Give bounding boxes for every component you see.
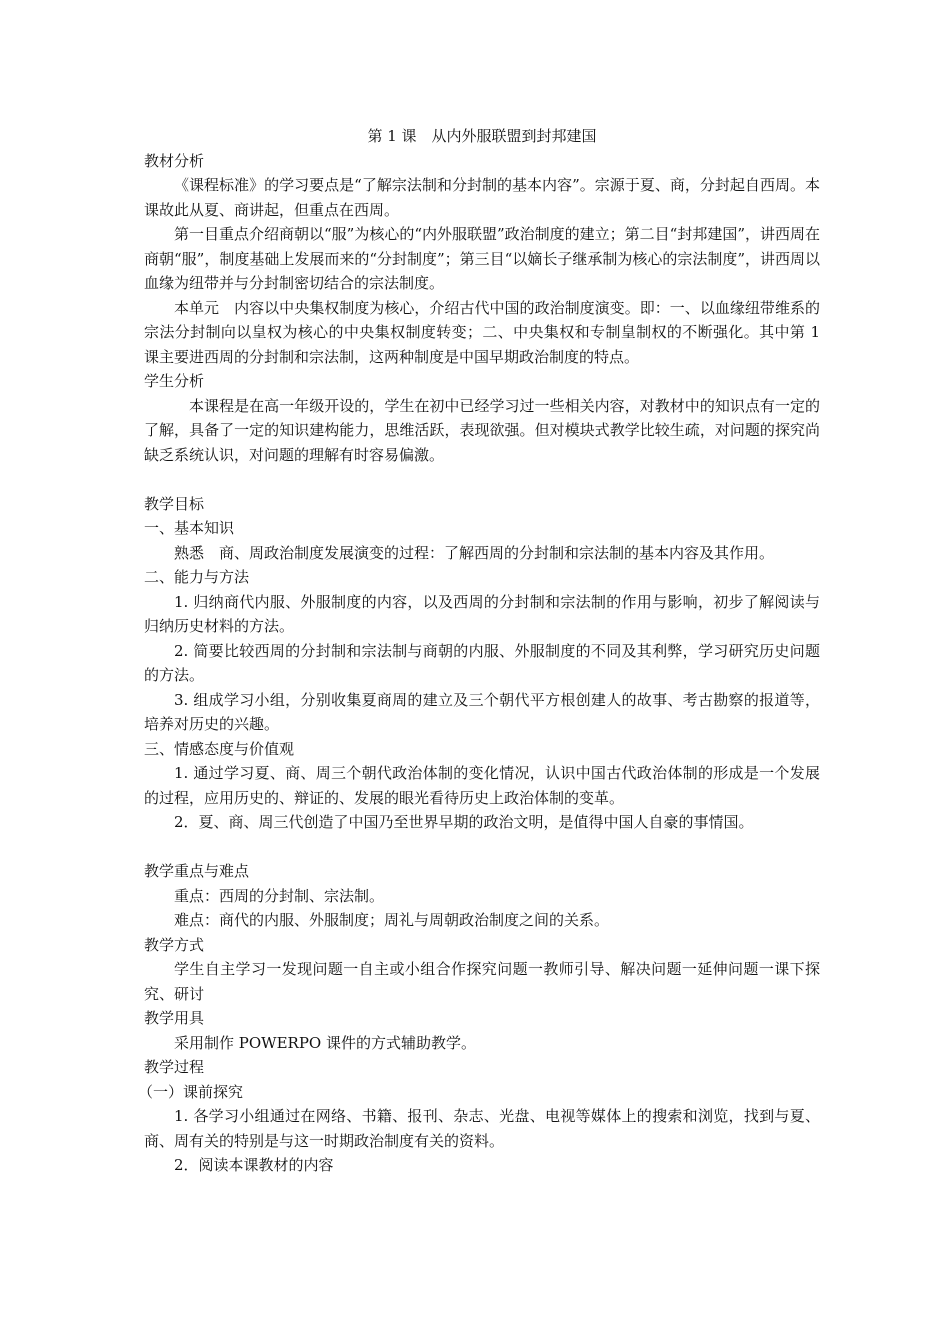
pre-class-inquiry-heading: （一）课前探究 — [138, 1082, 244, 1101]
goals-basic-knowledge-heading: 一、基本知识 — [144, 519, 235, 537]
student-analysis-heading: 学生分析 — [144, 372, 205, 390]
pre-class-inquiry-item-2: 2．阅读本课教材的内容 — [174, 1156, 334, 1174]
goals-values-item-1: 1. 通过学习夏、商、周三个朝代政治体制的变化情况，认识中国古代政治体制的形成是一个发展的过程，应用历史的、辩证的、发展的眼光看待历史上政治体制的变革。 — [144, 764, 820, 807]
goals-ability-method-heading: 二、能力与方法 — [144, 568, 250, 586]
pre-class-inquiry-item-1: 1. 各学习小组通过在网络、书籍、报刊、杂志、光盘、电视等媒体上的搜索和浏览，找到与夏、商、周有关的特别是与这一时期政治制度有关的资料。 — [144, 1107, 820, 1150]
key-points-heading: 教学重点与难点 — [144, 862, 250, 880]
teaching-tools-heading: 教学用具 — [144, 1009, 205, 1027]
goals-basic-knowledge-paragraph: 熟悉 商、周政治制度发展演变的过程：了解西周的分封制和宗法制的基本内容及其作用。 — [174, 543, 775, 562]
textbook-analysis-paragraph-3: 本单元 内容以中央集权制度为核心，介绍古代中国的政治制度演变。即：一、以血缘纽带维系的宗法分封制向以皇权为核心的中央集权制度转变；二、中央集权和专制皇制权的不断强化。其中第 1 课主要进西周的分封制和宗法制，这两种制度是中国早期政治制度的特点。 — [144, 298, 820, 366]
student-analysis-paragraph: 本课程是在高一年级开设的，学生在初中已经学习过一些相关内容，对教材中的知识点有一定的了解，具备了一定的知识建构能力，思维活跃，表现欲强。但对模块式教学比较生疏，对问题的探究尚缺乏系统认识，对问题的理解有时容易偏激。 — [144, 396, 820, 464]
goals-values-item-2: 2．夏、商、周三代创造了中国乃至世界早期的政治文明，是值得中国人自豪的事情国。 — [174, 813, 754, 831]
textbook-analysis-paragraph-1: 《课程标准》的学习要点是“了解宗法制和分封制的基本内容”。宗源于夏、商，分封起自西周。本课故此从夏、商讲起，但重点在西周。 — [144, 176, 820, 219]
teaching-method-paragraph: 学生自主学习一发现问题一自主或小组合作探究问题一教师引导、解决问题一延伸问题一课下探究、研讨 — [144, 960, 820, 1003]
teaching-method-heading: 教学方式 — [144, 935, 205, 954]
goals-ability-item-1: 1. 归纳商代内服、外服制度的内容，以及西周的分封制和宗法制的作用与影响，初步了解阅读与归纳历史材料的方法。 — [144, 592, 820, 635]
key-point-focus: 重点：西周的分封制、宗法制。 — [174, 886, 385, 905]
goals-values-heading: 三、情感态度与价值观 — [144, 739, 295, 758]
teaching-process-heading: 教学过程 — [144, 1058, 205, 1076]
textbook-analysis-paragraph-2: 第一目重点介绍商朝以“服”为核心的“内外服联盟”政治制度的建立；第二目“封邦建国”，讲西周在商朝“服”，制度基础上发展而来的“分封制度”；第三目“以嫡长子继承制为核心的宗法制度”，讲西周以血缘为纽带并与分封制密切结合的宗法制度。 — [144, 225, 821, 292]
textbook-analysis-heading: 教材分析 — [144, 151, 205, 170]
goals-ability-item-2: 2. 简要比较西周的分封制和宗法制与商朝的内服、外服制度的不同及其利弊，学习研究历史问题的方法。 — [144, 641, 820, 684]
document-page — [138, 124, 821, 1178]
goals-ability-item-3: 3. 组成学习小组，分别收集夏商周的建立及三个朝代平方根创建人的故事、考古勘察的报道等，培养对历史的兴趣。 — [144, 690, 820, 733]
key-point-difficulty: 难点：商代的内服、外服制度；周礼与周朝政治制度之间的关系。 — [174, 911, 610, 929]
teaching-tools-paragraph: 采用制作 POWERPO 课件的方式辅助教学。 — [174, 1033, 476, 1052]
lesson-title: 第 1 课 从内外服联盟到封邦建国 — [367, 127, 597, 145]
teaching-goals-heading: 教学目标 — [144, 494, 205, 513]
